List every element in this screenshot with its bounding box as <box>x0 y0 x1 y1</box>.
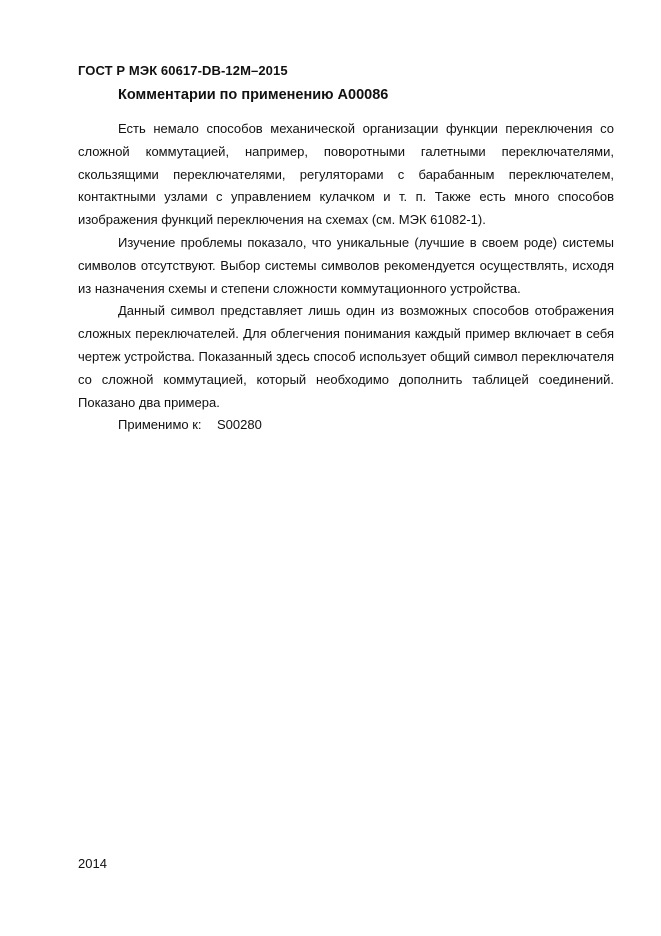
page-number: 2014 <box>78 856 107 871</box>
body-text <box>78 118 614 437</box>
paragraph-this-symbol: Данный символ представляет лишь один из возможных способов отображения сложных переключателей. Для облегчения понимания каждый пример включает в себя чертеж устройства. Показанный здесь способ использует общий символ переключателя со сложной коммутацией, который необходимо дополнить таблицей соединений. Показано два примера. <box>78 303 614 410</box>
paragraph-mechanical-methods: Есть немало способов механической организации функции переключения со сложной коммутацией, например, поворотными галетными переключателями, скользящими переключателями, регуляторами с барабанным переключателем, контактными узлами с управлением кулачком и т. п. Также есть много способов изображения функций переключения на схемах (см. МЭК 61082-1). <box>78 121 614 228</box>
section-title: Комментарии по применению А00086 <box>118 87 389 103</box>
applies-to-label: Применимо к: <box>118 417 202 433</box>
standard-header: ГОСТ Р МЭК 60617-DB-12M–2015 <box>78 63 288 78</box>
paragraph-symbol-systems: Изучение проблемы показало, что уникальные (лучшие в своем роде) системы символов отсутствуют. Выбор системы символов рекомендуется осуществлять, исходя из назначения схемы и степени сложности коммутационного устройства. <box>78 234 614 296</box>
applies-to-line <box>78 414 614 437</box>
applies-to-reference: S00280 <box>217 417 262 433</box>
